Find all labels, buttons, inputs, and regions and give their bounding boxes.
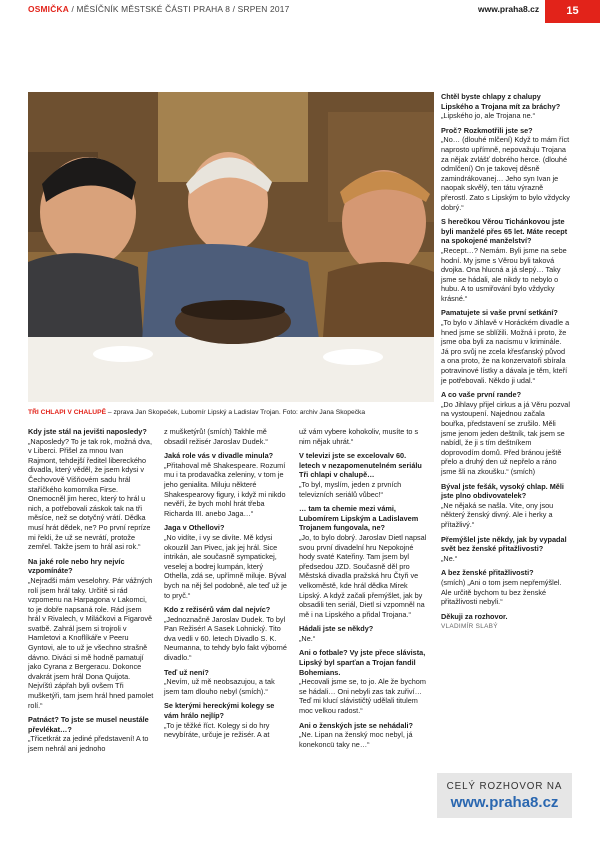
interview-answer: „To byl, myslím, jeden z prvních televizních seriálů vůbec!“ bbox=[299, 479, 402, 499]
photo-illustration bbox=[28, 92, 434, 402]
interview-question: Býval jste fešák, vysoký chlap. Měli jste plno obdivovatelek? bbox=[441, 481, 564, 501]
interview-block bbox=[28, 427, 154, 552]
interview-question: Kdo z režisérů vám dal nejvíc? bbox=[164, 605, 271, 615]
interview-block bbox=[164, 451, 288, 518]
header-left bbox=[28, 4, 289, 14]
interview-answer: „Ne. Lipan na ženský moc nebyl, já konekoncü taky ne…“ bbox=[299, 730, 413, 749]
text-column-4 bbox=[441, 92, 571, 637]
interview-answer: „No vidíte, i vy se divíte. Mě kdysi okouzlil Jan Pivec, jak jej hrál. Sice intrikán, ale současně sympatickej, veselej a bodrej kumpán, který Othella, zdá se, upřímně miluje. Býval bych na něj šel podobně, ale teď už je to pryč.“ bbox=[164, 532, 287, 600]
interview-question: Chtěl byste chlapy z chalupy Lipského a Trojana mít za bráchy? bbox=[441, 92, 561, 111]
interview-question: Na jaké role nebo hry nejvíc vzpomínáte? bbox=[28, 556, 125, 576]
interview-block bbox=[441, 612, 571, 632]
header-site-link[interactable]: www.praha8.cz bbox=[478, 4, 540, 14]
page-header bbox=[0, 0, 600, 30]
interview-answer: „Jo, to bylo dobrý. Jaroslav Dietl napsal svou první divadelní hru Nepokojné hody svaté Kateřiny. Tam jsem byl předsedou JZD. Současně děl pro Městská divadla pražská hru Čtyři ve velkoměstě, kde hrál dědka Mirek Lipský. A když začali přemýšlet, jak by obsadili ten seriál, Dietl si vzpomněl na mě i na Lipského a přidal Trojana.“ bbox=[299, 532, 427, 619]
interview-answer: „No… (dlouhé mlčení) Když to mám říct naprosto upřímně, nepovažuju Trojana za nějak zvlášť dobrého herce. (dlouhé odmlčení) On je takovej děsně zamindrákovanej… Jeho syn Ivan je naopak skvělý, ten tátu výrazně přerostl. Zato s Lipským to bylo vždycky dobrý.“ bbox=[441, 135, 570, 212]
interview-question: Proč? Rozkmotřili jste se? bbox=[441, 125, 533, 135]
magazine-subtitle: MĚSÍČNÍK MĚSTSKÉ ČÁSTI PRAHA 8 / SRPEN 2017 bbox=[76, 4, 290, 14]
interview-block bbox=[441, 568, 571, 606]
interview-block bbox=[299, 504, 427, 619]
interview-block bbox=[164, 523, 288, 600]
promo-link[interactable]: www.praha8.cz bbox=[450, 794, 559, 811]
interview-answer: „Ne.“ bbox=[299, 633, 316, 643]
interview-answer: „Třicetkrát za jediné představení! A to jsem nehrál ani jednoho bbox=[28, 734, 149, 753]
interview-block bbox=[299, 721, 427, 750]
interview-block bbox=[441, 126, 571, 212]
interview-question: Děkuji za rozhovor. bbox=[441, 611, 508, 621]
page-number bbox=[545, 0, 600, 23]
interview-answer: „Ne.“ bbox=[441, 553, 458, 563]
promo-box[interactable] bbox=[437, 773, 572, 818]
interview-answer: „Do Jihlavy přijel cirkus a já Věru pozval na vystoupení. Najednou začala bouřka, představení se zrušilo. Měli jsme jenom jeden deštník, tak jsem se nabídl, že ji s tím deštníkem doprovodím domů. Před bránou ještě přelo a druhý den už nepřelo a ráno jsme šli na zkoušku.“ (smích) bbox=[441, 399, 570, 476]
interview-question: A bez ženské přitažlivosti? bbox=[441, 568, 534, 578]
interview-answer: „Lipského jo, ale Trojana ne.“ bbox=[441, 111, 536, 121]
interview-block bbox=[441, 92, 571, 121]
interview-answer: „Recept…? Nemám. Byli jsme na sebe hodní. My jsme s Věrou byli taková dvojka. Ona hlucná a já slepý… Taky jsme se hádali, ale nikdy to nebylo o hubu. A to usmiřování bylo vždycky krásné.“ bbox=[441, 245, 567, 303]
header-separator: / bbox=[71, 4, 75, 14]
interview-question: Jaká role vás v divadle minula? bbox=[164, 451, 274, 461]
interview-block bbox=[441, 308, 571, 385]
photo-caption bbox=[28, 408, 438, 417]
magazine-name: OSMIČKA bbox=[28, 4, 69, 14]
interview-answer: „Nejradši mám veselohry. Pár vážných rolí jsem hrál taky. Určitě si rád vzpomenu na Harpagona v Lakomci, to je dobře napsaná role. Rád jsem hrál v Rivalech, v Miláčkovi a Figarově svatbě. Zahrál jsem si trojroli v Hamletovi a Knoflíkáře v Peeru Gyntovi, ale to už je všechno strašně dávno. Diváci si mě hodně pamatují jako Cyrana z Bergeracu. Dokonce dvakrát jsem hrál Dona Quijota. Nejvíštì zápřah byli ovšem Tři mušketýři, tam jsem hrál hned pamolet rolí.“ bbox=[28, 575, 154, 710]
interview-question: Hádali jste se někdy? bbox=[299, 624, 374, 634]
interview-question: Ani o fotbale? Vy jste přece slávista, Lipský byl sparťan a Trojan fandil Bohemians. bbox=[299, 648, 426, 677]
interview-block bbox=[164, 427, 288, 446]
interview-block bbox=[299, 624, 427, 643]
interview-question: V televizi jste se excelovalv 60. letech v nezapomenutelném seriálu Tři chlapi v chalupě… bbox=[299, 451, 422, 480]
interview-block bbox=[164, 605, 288, 663]
promo-text: CELÝ ROZHOVOR NA bbox=[446, 781, 563, 792]
text-column-1 bbox=[28, 427, 154, 759]
interview-answer: „Přitahoval mě Shakespeare. Rozumí mu i ta prodavačka zeleniny, v tom je jeho genialita. Miluju některé Shakespearovy figury, i když mi nikdo nevěří, že bych mohl hrát třeba Richarda III. anebo Jaga…“ bbox=[164, 460, 286, 518]
interview-answer: z mušketýrů! (smích) Takhle mě obsadil režisér Jaroslav Dudek.“ bbox=[164, 427, 268, 446]
interview-answer: „Jednoznačně Jaroslav Dudek. To byl Pan Režisér! A Sasek Lohnický. Tito dva vedli v 60. letech Divadlo S. K. Neumanna, to tehdy bylo fakt výborné divadlo.“ bbox=[164, 614, 287, 663]
text-column-3 bbox=[299, 427, 427, 754]
interview-question: Se kterými hereckými kolegy se vám hrálo nejlíp? bbox=[164, 701, 275, 721]
interview-answer: „Ne nějaká se našla. Vite, ony jsou některý ženský divný. Ale i herky a přítažlivý.“ bbox=[441, 500, 554, 529]
interview-block bbox=[28, 715, 154, 753]
article-photo bbox=[28, 92, 434, 402]
interview-question: Pamatujete si vaše první setkání? bbox=[441, 308, 558, 318]
interview-block bbox=[441, 535, 571, 564]
caption-text: – zprava Jan Skopeček, Lubomír Lipský a Ladislav Trojan. Foto: archiv Jana Skopečka bbox=[106, 409, 366, 416]
interview-block bbox=[299, 427, 427, 446]
article-author: VLADIMÍR SLABÝ bbox=[441, 623, 498, 631]
interview-answer: „To je těžké říct. Kolegy si do hry nevybíráte, určuje je režisér. A at bbox=[164, 720, 270, 740]
interview-block bbox=[28, 557, 154, 711]
interview-question: Teď už není? bbox=[164, 667, 209, 677]
interview-answer: „To bylo v Jihlavě v Horáckém divadle a hned jsme se sblížili. Možná i proto, že jsme oba byli za nacismu v kriminále. Já pro svůj ne zcela křesťanský původ a ona proto, že na konzervatoři sbírala potravinové lístky a dávala je těm, kteří je potřebovali. Někdo ji udal.“ bbox=[441, 318, 570, 385]
interview-question: Přemýšlel jste někdy, jak by vypadal svět bez ženské přitažlivosti? bbox=[441, 534, 567, 554]
interview-block bbox=[441, 390, 571, 476]
interview-answer: už vám vybere kohokoliv, musíte to s nim nějak uhrát.“ bbox=[299, 427, 419, 446]
interview-block bbox=[441, 482, 571, 530]
interview-block bbox=[299, 648, 427, 715]
interview-block bbox=[164, 668, 288, 697]
interview-block bbox=[164, 701, 288, 739]
interview-answer: „Nevím, už mě neobsazujou, a tak jsem tam dlouho nebyl (smích).“ bbox=[164, 677, 275, 696]
text-column-2 bbox=[164, 427, 288, 745]
interview-question: … tam ta chemie mezi vámi, Lubomírem Lipským a Ladislavem Trojanem fungovala, ne? bbox=[299, 504, 419, 533]
interview-answer: „Naposledy? To je tak rok, možná dva, v Liberci. Přišel za mnou Ivan Rajmont, tehdejší ředitel libereckého divadla, který věděl, že jsem kdysi v Čechovově Višňovém sadu hrál staříčkého komorníka Firse. Onemocněl jim herec, který to hrál u nich, a potřebovali záskok tak na tři měsíce, než se dotyčný vrátí. Dědka musí hrát dědek, ne? Po první repríze mi řekli, že už se nevrátí, protože zemřel. Takže jsem to hrál asi rok.“ bbox=[28, 436, 152, 552]
interview-question: Kdy jste stál na jevišti naposledy? bbox=[28, 427, 147, 436]
interview-question: Patnáct? To jste se musel neustále převlékat…? bbox=[28, 715, 149, 734]
interview-block bbox=[299, 451, 427, 499]
interview-question: S herečkou Věrou Tichánkovou jste byli manželé přes 65 let. Máte recept na spokojené manželství? bbox=[441, 217, 568, 246]
interview-answer: „Hecovali jsme se, to jo. Ale že bychom se hádali… Oni nebyli zas tak zuřiví… Teď mi klucí slávističtý udělali titulem moc velkou radost.“ bbox=[299, 677, 426, 716]
interview-question: Jaga v Othellovi? bbox=[164, 523, 225, 533]
interview-block bbox=[441, 217, 571, 303]
page-number-text: 15 bbox=[566, 5, 579, 17]
interview-question: Ani o ženských jste se nehádali? bbox=[299, 720, 413, 730]
interview-question: A co vaše první rande? bbox=[441, 390, 522, 400]
interview-answer: (smích) „Ani o tom jsem nepřemýšlel. Ale určitě bychom tu bez ženské přitažlivosti nebyli.“ bbox=[441, 577, 562, 607]
caption-heading: TŘI CHLAPI V CHALUPĚ bbox=[28, 409, 107, 416]
